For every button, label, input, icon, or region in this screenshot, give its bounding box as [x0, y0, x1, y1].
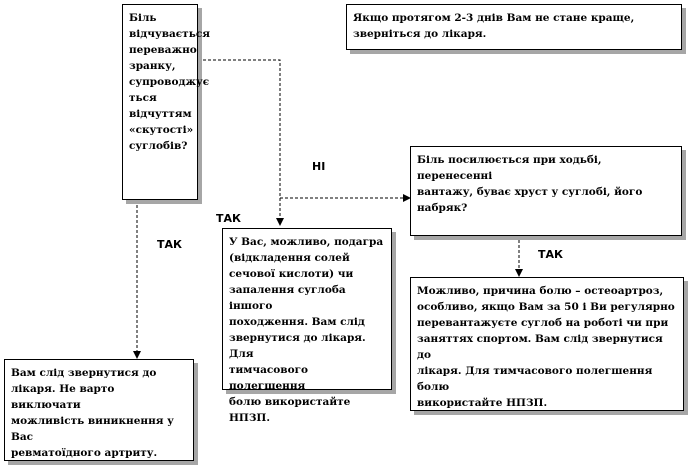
question-1-text: Біль відчувається переважно зранку, супроводжує ться відчуттям «скутості» суглобів? — [129, 12, 210, 152]
result-osteoarthritis-text: Можливо, причина болю – остеоартроз, особливо, якщо Вам за 50 і Ви регулярно перевантажуєте суглоб на роботі чи при заняттях спортом. Вам слід звернутися до лікаря. Для тимчасового полегшення болю використайте НПЗП. — [417, 285, 675, 409]
label-yes-middle: ТАК — [216, 212, 242, 225]
advice-doctor-text: Якщо протягом 2-3 днів Вам не стане краще, зверніться до лікаря. — [353, 12, 635, 40]
arrow-q1-no — [198, 60, 410, 198]
result-osteoarthritis-box — [410, 277, 684, 411]
result-gout-box — [222, 228, 392, 424]
result-gout-text: У Вас, можливо, подагра (відкладення солей сечової кислоти) чи запалення суглоба іншого походження. Вам слід звернутися до лікаря. Для тимчасового полегшення болю використайте НПЗП. — [229, 236, 384, 424]
label-yes-right: ТАК — [538, 248, 564, 261]
question-2-text: Біль посилюється при ходьбі, перенесенні вантажу, буває хруст у суглобі, його набряк? — [417, 154, 643, 214]
result-rheumatoid-text: Вам слід звернутися до лікаря. Не варто виключати можливість виникнення у Вас ревматоїдного артриту. — [11, 367, 174, 459]
question-2-box — [410, 146, 682, 236]
result-rheumatoid-box — [4, 359, 194, 461]
question-1-box — [122, 4, 210, 200]
label-no: НІ — [312, 160, 326, 173]
label-yes-left: ТАК — [157, 238, 183, 251]
advice-doctor-box — [346, 4, 682, 50]
